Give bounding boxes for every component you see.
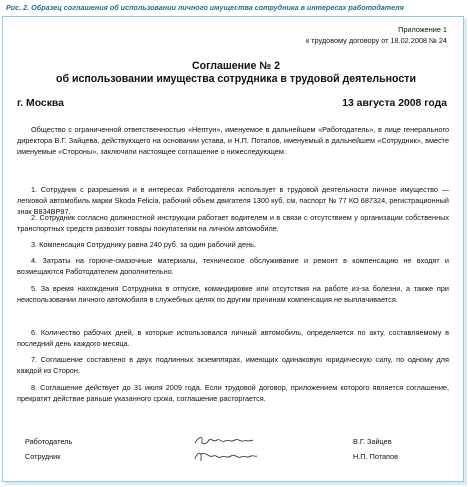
appendix-line-1: Приложение 1 [398,25,447,34]
signature-role-employer: Работодатель [25,437,73,446]
signature-name-employee: Н.П. Потапов [353,452,398,461]
preamble-paragraph: Общество с ограниченной ответственностью «Нептун», именуемое в дальнейшем «Работодатель», в лице генерального директора В.Г. Зайцева, действующего на основании устава, и Н.П. Потапов, именуемый в дальнейшем «Сотрудник», вместе именуемые «Стороны», заключили настоящее соглашение о нижеследующем. [17,125,449,156]
signature-employer [193,434,255,450]
clause-4: 4. Затраты на горюче-смазочные материалы, техническое обслуживание и ремонт в компенсацию не входят и возмещаются Работодателем дополнительно. [17,256,449,276]
clause-3: 3. Компенсация Сотруднику равна 240 руб. за один рабочий день. [31,240,256,249]
appendix-note [306,25,447,46]
figure-caption: Рис. 2. Образец соглашения об использовании личного имущества сотрудника в интересах работодателя [6,3,404,12]
document-frame [2,16,464,482]
title-line-2: об использовании имущества сотрудника в трудовой деятельности [56,72,416,85]
signature-employee [193,449,259,465]
clause-2: 2. Сотрудник согласно должностной инструкции работает водителем и в связи с отсутствием у организации собственных транспортных средств развозит товары покупателям на личном автомобиле. [17,213,449,233]
clause-6: 6. Количество рабочих дней, в которые использовался личный автомобиль, определяется по акту, составляемому в последний день каждого месяца. [17,328,449,348]
clause-5: 5. За время нахождения Сотрудника в отпуске, командировке или отсутствия на работе из-за болезни, а также при неиспользовании личного автомобиля в служебных целях по другим причинам компенсация не выплачивается. [17,284,449,304]
title-line-1: Соглашение № 2 [191,60,280,72]
document-title [17,60,455,85]
clause-7: 7. Соглашение составлено в двух подлинных экземплярах, имеющих одинаковую юридическую силу, по одному для каждой из Сторон. [17,355,449,375]
clause-8: 8. Соглашение действует до 31 июля 2009 года. Если трудовой договор, приложением которого является соглашение, прекратит действие раньше указанного срока, соглашение расторгается. [17,383,449,403]
signature-role-employee: Сотрудник [25,452,61,461]
appendix-line-2: к трудовому договору от 18.02.2008 № 24 [305,35,447,45]
document-city: г. Москва [17,98,64,109]
document-date: 13 августа 2008 года [342,98,447,109]
clause-1: 1. Сотрудник с разрешения и в интересах Работодателя использует в трудовой деятельности личное имущество — легковой автомобиль марки Skoda Felicia, рабочий объем двигателя 1300 куб. см, паспорт № 77 КО 687324, регистрационный знак В834ВР97. [17,185,449,216]
signature-name-employer: В.Г. Зайцев [353,437,392,446]
